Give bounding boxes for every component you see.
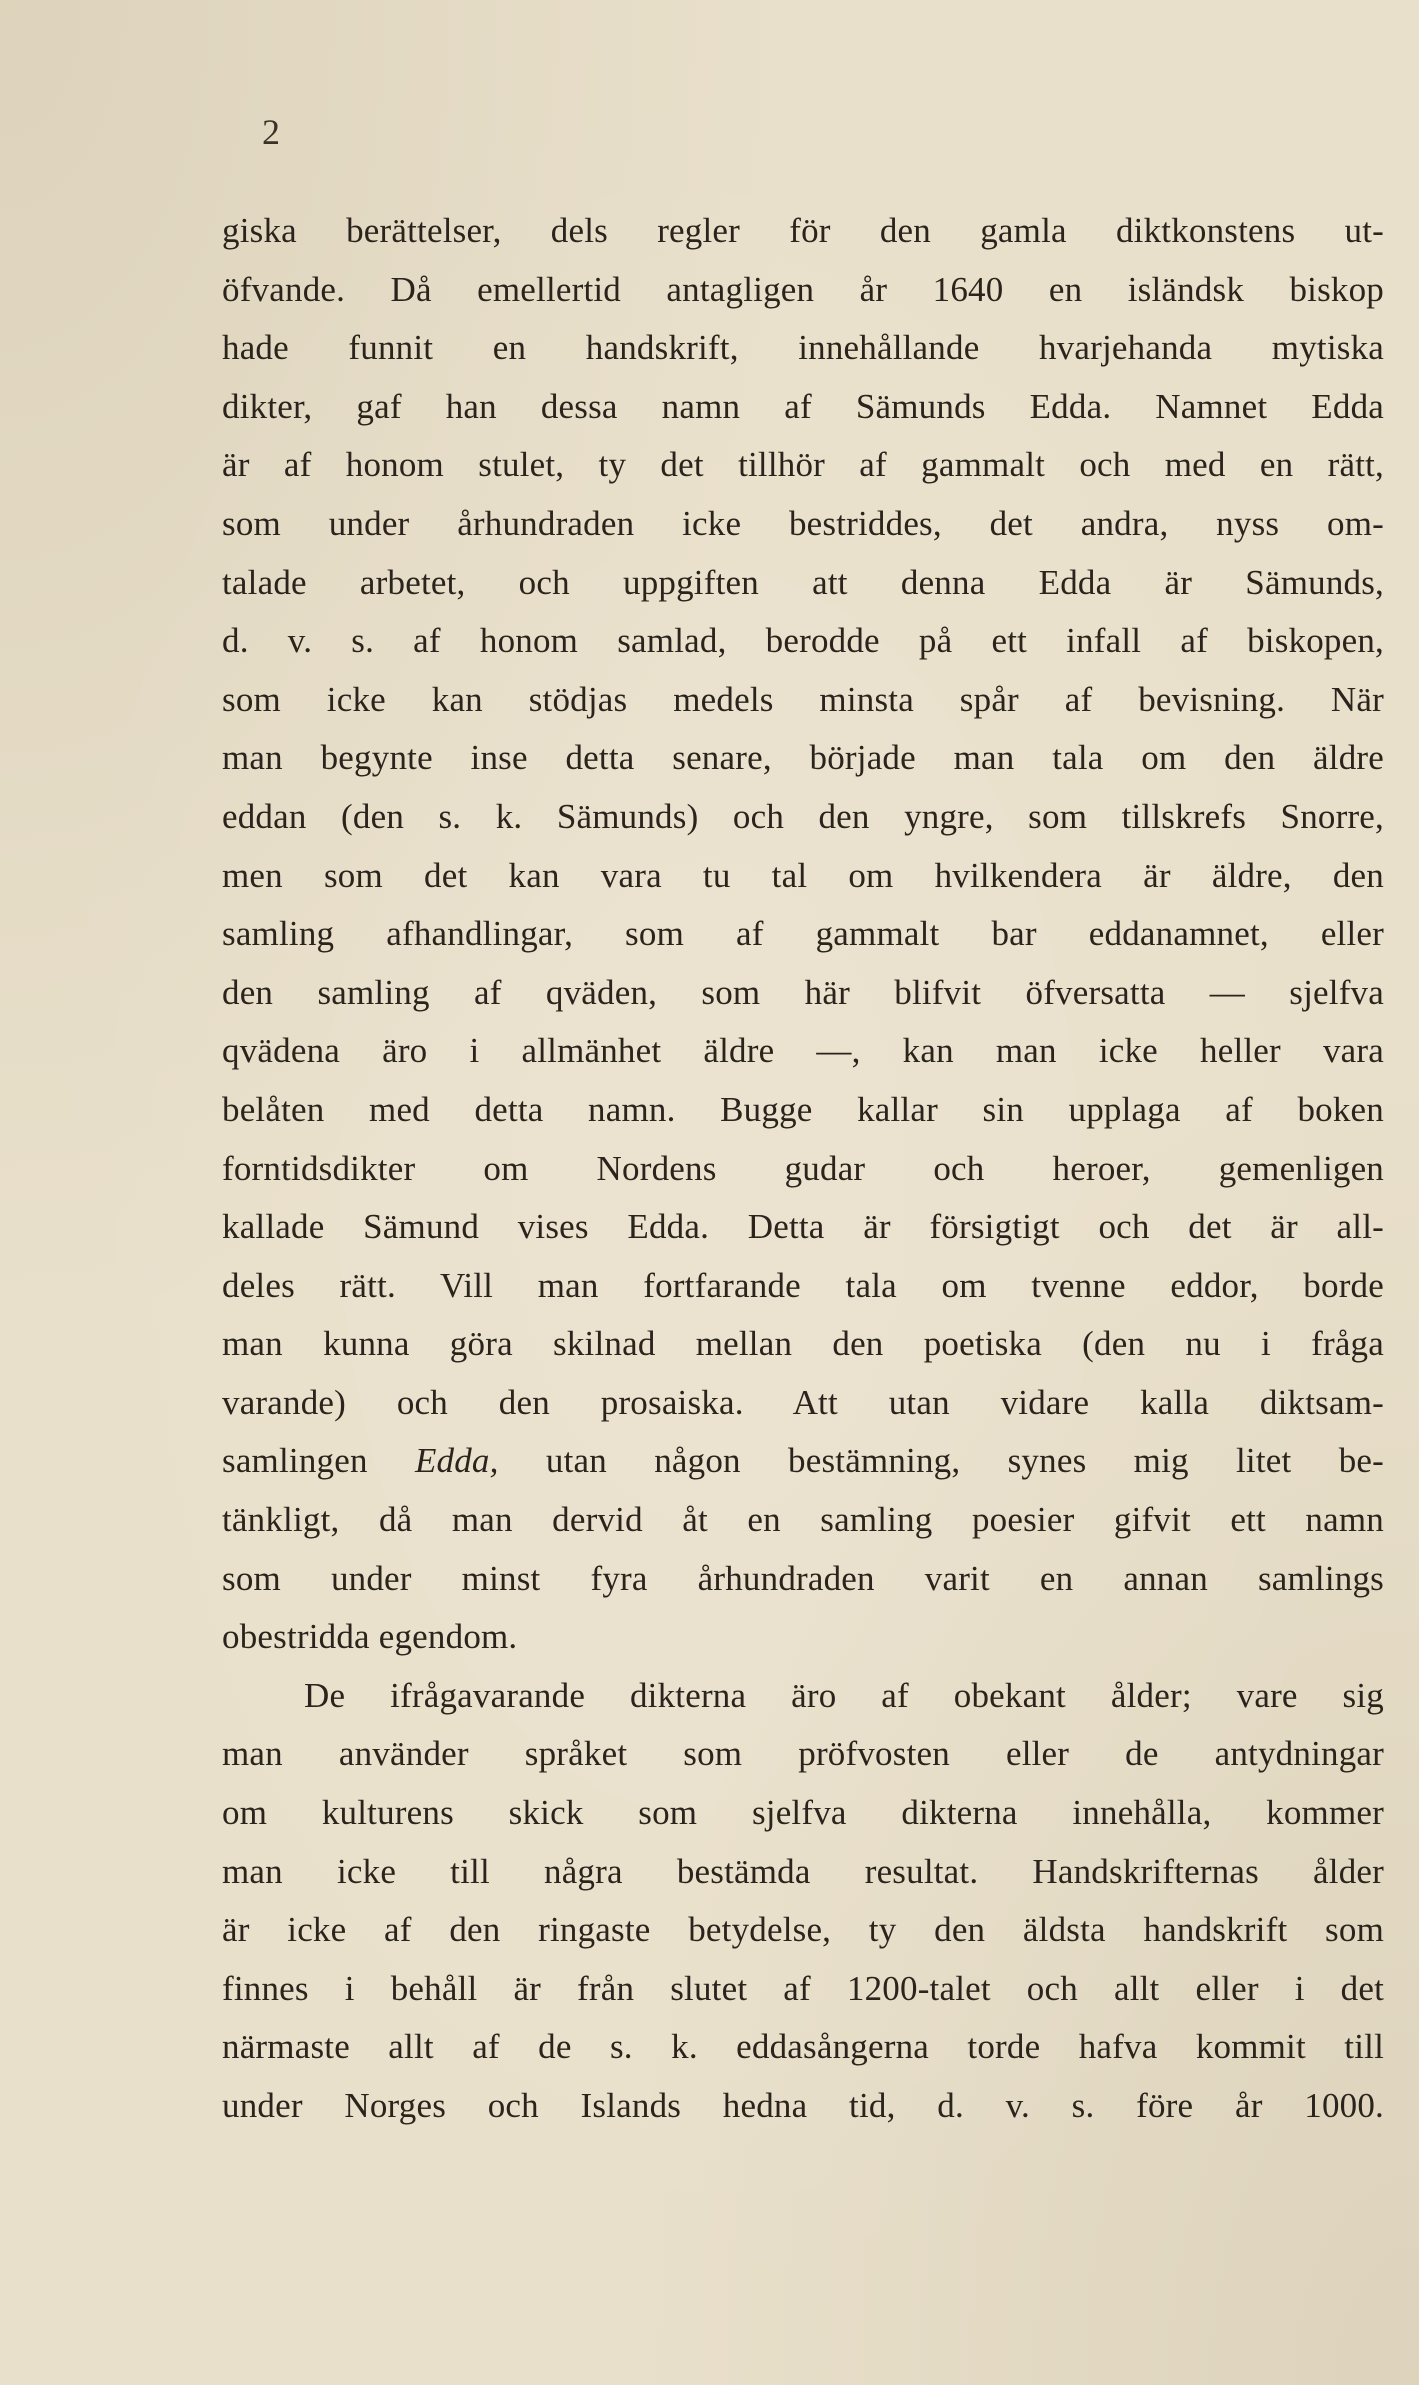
- text-line: hade funnit en handskrift, innehållande hvarjehanda mytiska: [222, 328, 1384, 368]
- text-line: öfvande. Då emellertid antagligen år 1640 en isländsk biskop: [222, 269, 1384, 309]
- text-line: qvädena äro i allmänhet äldre —, kan man icke heller vara: [222, 1031, 1384, 1071]
- text-line: belåten med detta namn. Bugge kallar sin upplaga af boken: [222, 1089, 1384, 1129]
- text-line: den samling af qväden, som här blifvit öfversatta — sjelfva: [222, 972, 1384, 1012]
- text-line: som under århundraden icke bestriddes, det andra, nyss om-: [222, 503, 1384, 543]
- text-line: man använder språket som pröfvosten eller de antydningar: [222, 1734, 1384, 1774]
- text-line: man kunna göra skilnad mellan den poetiska (den nu i fråga: [222, 1324, 1384, 1364]
- text-line: som icke kan stödjas medels minsta spår af bevisning. När: [222, 679, 1384, 719]
- body-text: [222, 202, 1384, 2136]
- text-line: under Norges och Islands hedna tid, d. v. s. före år 1000.: [222, 2086, 1384, 2125]
- text-segment: utan någon bestämning, synes mig litet be-: [498, 1441, 1384, 1481]
- text-segment: samlingen: [222, 1441, 415, 1481]
- text-line: man begynte inse detta senare, började man tala om den äldre: [222, 738, 1384, 778]
- text-line: är af honom stulet, ty det tillhör af gammalt och med en rätt,: [222, 445, 1384, 485]
- text-line: man icke till några bestämda resultat. Handskrifternas ålder: [222, 1851, 1384, 1891]
- italic-title: Edda,: [414, 1441, 499, 1481]
- text-line: giska berättelser, dels regler för den gamla diktkonstens ut-: [222, 211, 1384, 250]
- text-line: men som det kan vara tu tal om hvilkendera är äldre, den: [222, 855, 1384, 895]
- text-line: kallade Sämund vises Edda. Detta är försigtigt och det är all-: [222, 1207, 1384, 1247]
- text-line: finnes i behåll är från slutet af 1200-talet och allt eller i det: [222, 1968, 1384, 2008]
- text-line-with-italic: [222, 1432, 1384, 1491]
- text-line: deles rätt. Vill man fortfarande tala om tvenne eddor, borde: [222, 1265, 1384, 1305]
- text-line: talade arbetet, och uppgiften att denna Edda är Sämunds,: [222, 562, 1384, 602]
- text-line: som under minst fyra århundraden varit en annan samlings: [222, 1558, 1384, 1598]
- text-line: forntidsdikter om Nordens gudar och heroer, gemenligen: [222, 1148, 1384, 1188]
- page-number: 2: [262, 112, 280, 152]
- text-line: är icke af den ringaste betydelse, ty den äldsta handskrift som: [222, 1910, 1384, 1950]
- text-line: d. v. s. af honom samlad, berodde på ett infall af biskopen,: [222, 621, 1384, 661]
- paragraph-end-line: obestridda egendom.: [222, 1617, 518, 1657]
- text-line: dikter, gaf han dessa namn af Sämunds Edda. Namnet Edda: [222, 386, 1384, 426]
- text-line: samling afhandlingar, som af gammalt bar eddanamnet, eller: [222, 914, 1384, 954]
- text-line: eddan (den s. k. Sämunds) och den yngre, som tillskrefs Snorre,: [222, 796, 1384, 836]
- text-line: om kulturens skick som sjelfva dikterna innehålla, kommer: [222, 1793, 1384, 1833]
- text-line: varande) och den prosaiska. Att utan vidare kalla diktsam-: [222, 1382, 1384, 1422]
- text-line: närmaste allt af de s. k. eddasångerna torde hafva kommit till: [222, 2027, 1384, 2067]
- paragraph-start-line: De ifrågavarande dikterna äro af obekant ålder; vare sig: [304, 1675, 1384, 1715]
- text-line: tänkligt, då man dervid åt en samling poesier gifvit ett namn: [222, 1500, 1384, 1540]
